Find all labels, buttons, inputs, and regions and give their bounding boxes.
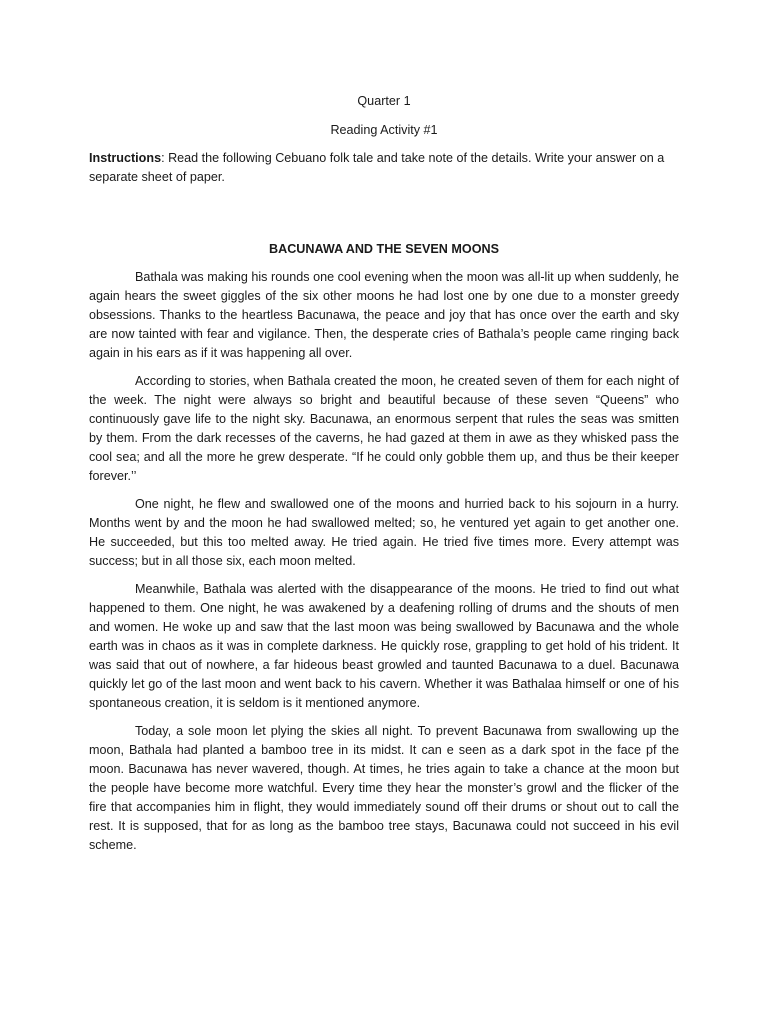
document-page bbox=[89, 92, 679, 864]
story-paragraph-2: According to stories, when Bathala created the moon, he created seven of them for each night of the week. The night were always so bright and beautiful because of these seven “Queens” who continuously gave life to the night sky. Bacunawa, an enormous serpent that rules the seas was smitten by them. From the dark recesses of the caverns, he had gazed at them in awe as they whisked pass the cool sea; and all the more he grew desperate. “If he could only gobble them up, and thus be their keeper forever.’’ bbox=[89, 374, 679, 483]
activity-heading: Reading Activity #1 bbox=[330, 123, 438, 137]
instructions-paragraph bbox=[89, 149, 679, 187]
story-paragraph-4: Meanwhile, Bathala was alerted with the disappearance of the moons. He tried to find out what happened to them. One night, he was awakened by a deafening rolling of drums and the shouts of men and women. He woke up and saw that the last moon was being swallowed by Bacunawa and the whole earth was in chaos as it was in complete darkness. He quickly rose, grappling to get hold of his trident. It was said that out of nowhere, a far hideous beast growled and taunted Bacunawa to a duel. Bacunawa quickly let go of the last moon and went back to his cavern. Whether it was Bathalaa himself or one of his spontaneous creation, it is seldom is it mentioned anymore. bbox=[89, 582, 679, 710]
story-paragraph-1: Bathala was making his rounds one cool evening when the moon was all-lit up when suddenly, he again hears the sweet giggles of the six other moons he had lost one by one due to a monster greedy obsessions. Thanks to the heartless Bacunawa, the peace and joy that has once over the earth and sky are now tainted with fear and vigilance. Then, the desperate cries of Bathala’s people came ringing back again in his ears as if it was happening all over. bbox=[89, 270, 679, 360]
instructions-label: Instructions bbox=[89, 151, 162, 165]
story-paragraph-3: One night, he flew and swallowed one of the moons and hurried back to his sojourn in a hurry. Months went by and the moon he had swallowed melted; so, he ventured yet again to get another one. He succeeded, but this too melted away. He tried again. He tried five times more. Every attempt was success; but in all those six, each moon melted. bbox=[89, 497, 679, 568]
instructions-text: : Read the following Cebuano folk tale and take note of the details. Write your answer on a separate sheet of paper. bbox=[89, 151, 665, 184]
story-title: BACUNAWA AND THE SEVEN MOONS bbox=[269, 242, 499, 256]
quarter-heading: Quarter 1 bbox=[357, 94, 411, 108]
story-paragraph-5: Today, a sole moon let plying the skies all night. To prevent Bacunawa from swallowing up the moon, Bathala had planted a bamboo tree in its midst. It can e seen as a dark spot in the face pf the moon. Bacunawa has never wavered, though. At times, he tries again to take a chance at the moon but the people have become more watchful. Every time they hear the monster’s growl and the flicker of the fire that accompanies him in flight, they would immediately sound off their drums or shout out to call the rest. It is supposed, that for as long as the bamboo tree stays, Bacunawa could not succeed in his evil scheme. bbox=[89, 724, 679, 852]
